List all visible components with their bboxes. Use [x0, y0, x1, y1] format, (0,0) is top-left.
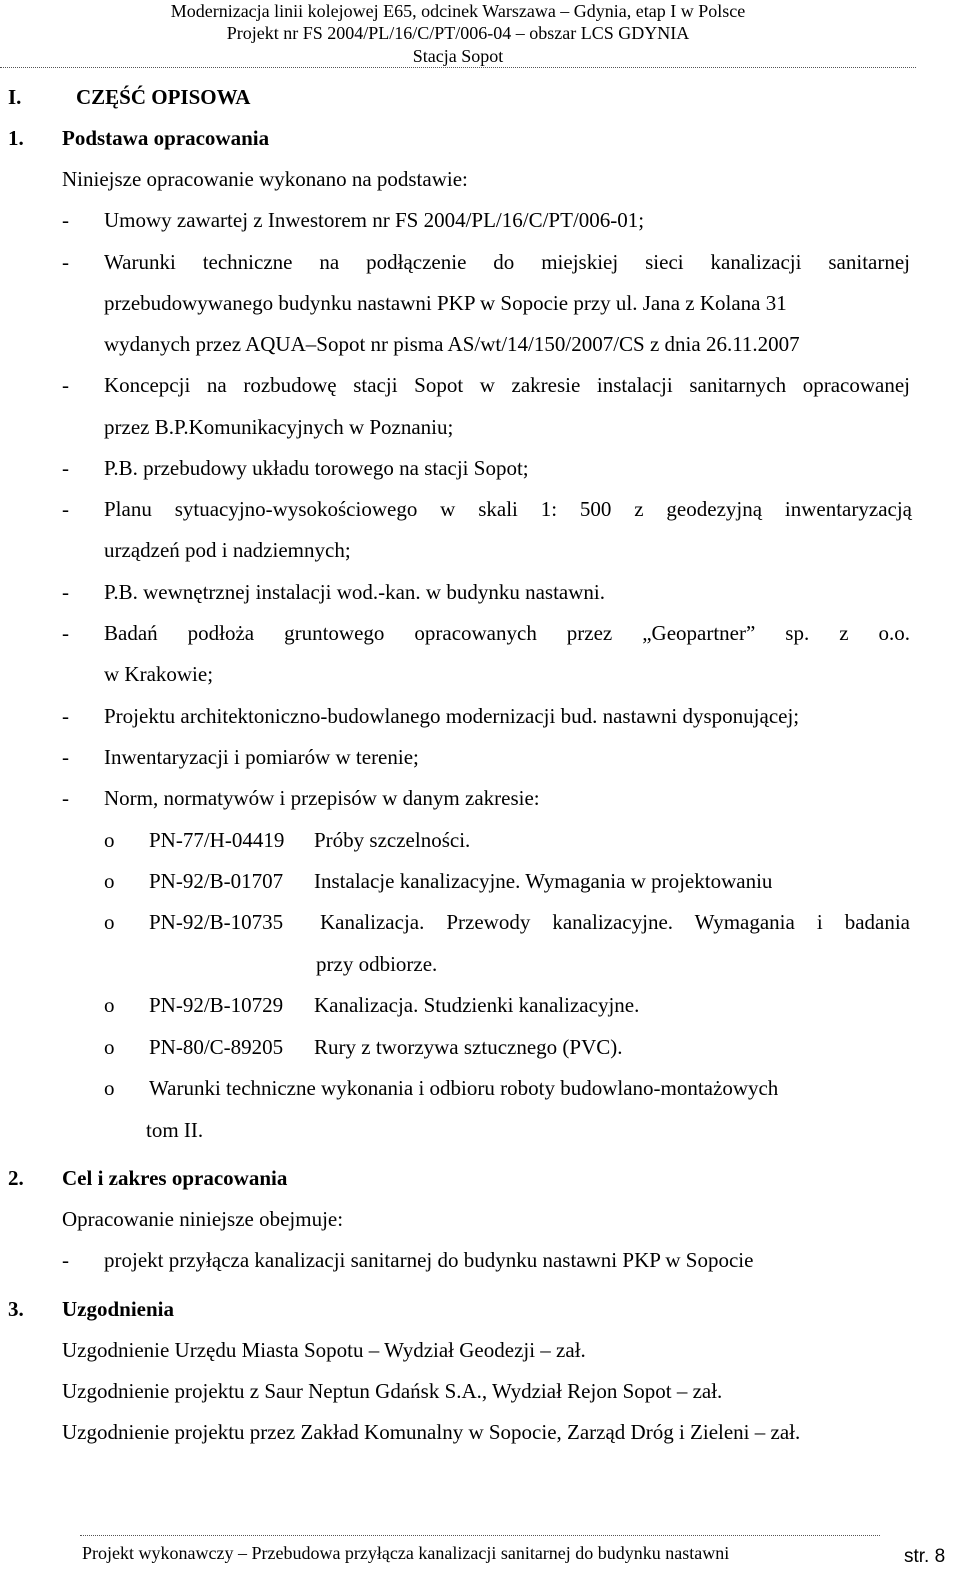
list-item: P.B. wewnętrznej instalacji wod.-kan. w budynku nastawni. [104, 580, 605, 604]
norm-bullet: o [104, 828, 115, 852]
norm-code: PN-80/C-89205 [149, 1035, 284, 1059]
norm-code: PN-92/B-10729 [149, 993, 284, 1017]
norm-description: Instalacje kanalizacyjne. Wymagania w projektowaniu [314, 869, 773, 893]
list-item: P.B. przebudowy układu torowego na stacji Sopot; [104, 456, 529, 480]
norm-description: Kanalizacja. Studzienki kanalizacyjne. [314, 993, 640, 1017]
norm-description-continuation: tom II. [146, 1118, 204, 1142]
footer-divider [80, 1535, 880, 1536]
header-line-3: Stacja Sopot [412, 46, 504, 66]
header-divider [0, 67, 916, 68]
norm-code: PN-92/B-01707 [149, 869, 284, 893]
header-line-1: Modernizacja linii kolejowej E65, odcinek Warszawa – Gdynia, etap I w Polsce [170, 1, 746, 21]
list-item: Koncepcji na rozbudowę stacji Sopot w zakresie instalacji sanitarnych opracowanej [104, 373, 910, 397]
list-item: Warunki techniczne na podłączenie do miejskiej sieci kanalizacji sanitarnej [104, 250, 910, 274]
list-item: Norm, normatywów i przepisów w danym zakresie: [104, 786, 540, 810]
list-dash: - [62, 745, 69, 769]
norm-description: Próby szczelności. [314, 828, 471, 852]
agreement-line: Uzgodnienie Urzędu Miasta Sopotu – Wydział Geodezji – zał. [62, 1338, 586, 1362]
list-dash: - [62, 208, 69, 232]
list-item-continuation: wydanych przez AQUA–Sopot nr pisma AS/wt/14/150/2007/CS z dnia 26.11.2007 [104, 332, 800, 356]
section-1-intro: Niniejsze opracowanie wykonano na podstawie: [62, 167, 468, 191]
section-1-number: 1. [8, 126, 24, 150]
agreement-line: Uzgodnienie projektu z Saur Neptun Gdańsk S.A., Wydział Rejon Sopot – zał. [62, 1379, 723, 1403]
list-dash: - [62, 580, 69, 604]
list-dash: - [62, 456, 69, 480]
agreement-line: Uzgodnienie projektu przez Zakład Komunalny w Sopocie, Zarząd Dróg i Zieleni – zał. [62, 1420, 801, 1444]
part-title: CZĘŚĆ OPISOWA [76, 85, 251, 109]
list-item-continuation: w Krakowie; [104, 662, 214, 686]
section-3-number: 3. [8, 1297, 24, 1321]
section-2-title: Cel i zakres opracowania [62, 1166, 288, 1190]
norm-description: Rury z tworzywa sztucznego (PVC). [314, 1035, 623, 1059]
list-item: projekt przyłącza kanalizacji sanitarnej do budynku nastawni PKP w Sopocie [104, 1248, 754, 1272]
part-number: I. [8, 85, 22, 109]
footer-text: Projekt wykonawczy – Przebudowa przyłącza kanalizacji sanitarnej do budynku nastawni [82, 1543, 730, 1563]
norm-code: PN-92/B-10735 [149, 910, 284, 934]
header-line-2: Projekt nr FS 2004/PL/16/C/PT/006-04 – obszar LCS GDYNIA [226, 23, 690, 43]
list-dash: - [62, 497, 69, 521]
list-item: Badań podłoża gruntowego opracowanych przez „Geopartner” sp. z o.o. [104, 621, 910, 645]
list-item: Projektu architektoniczno-budowlanego modernizacji bud. nastawni dysponującej; [104, 704, 800, 728]
norm-code: PN-77/H-04419 [149, 828, 285, 852]
section-3-title: Uzgodnienia [62, 1297, 175, 1321]
list-dash: - [62, 373, 69, 397]
list-dash: - [62, 704, 69, 728]
section-2-number: 2. [8, 1166, 24, 1190]
norm-bullet: o [104, 1035, 115, 1059]
list-item-continuation: przebudowywanego budynku nastawni PKP w Sopocie przy ul. Jana z Kolana 31 [104, 291, 787, 315]
norm-bullet: o [104, 993, 115, 1017]
list-item: Planu sytuacyjno-wysokościowego w skali 1: 500 z geodezyjną inwentaryzacją [104, 497, 912, 521]
list-dash: - [62, 250, 69, 274]
list-dash: - [62, 621, 69, 645]
list-item: Inwentaryzacji i pomiarów w terenie; [104, 745, 419, 769]
norm-description: Kanalizacja. Przewody kanalizacyjne. Wymagania i badania [320, 910, 910, 934]
norm-description-continuation: przy odbiorze. [316, 952, 438, 976]
norm-bullet: o [104, 910, 115, 934]
section-1-title: Podstawa opracowania [62, 126, 270, 150]
list-item-continuation: urządzeń pod i nadziemnych; [104, 538, 351, 562]
norm-bullet: o [104, 1076, 115, 1100]
page-number: str. 8 [904, 1546, 946, 1567]
list-item: Umowy zawartej z Inwestorem nr FS 2004/PL/16/C/PT/006-01; [104, 208, 645, 232]
list-item-continuation: przez B.P.Komunikacyjnych w Poznaniu; [104, 415, 454, 439]
section-2-intro: Opracowanie niniejsze obejmuje: [62, 1207, 344, 1231]
list-dash: - [62, 1248, 69, 1272]
norm-description: Warunki techniczne wykonania i odbioru roboty budowlano-montażowych [149, 1076, 779, 1100]
list-dash: - [62, 786, 69, 810]
norm-bullet: o [104, 869, 115, 893]
